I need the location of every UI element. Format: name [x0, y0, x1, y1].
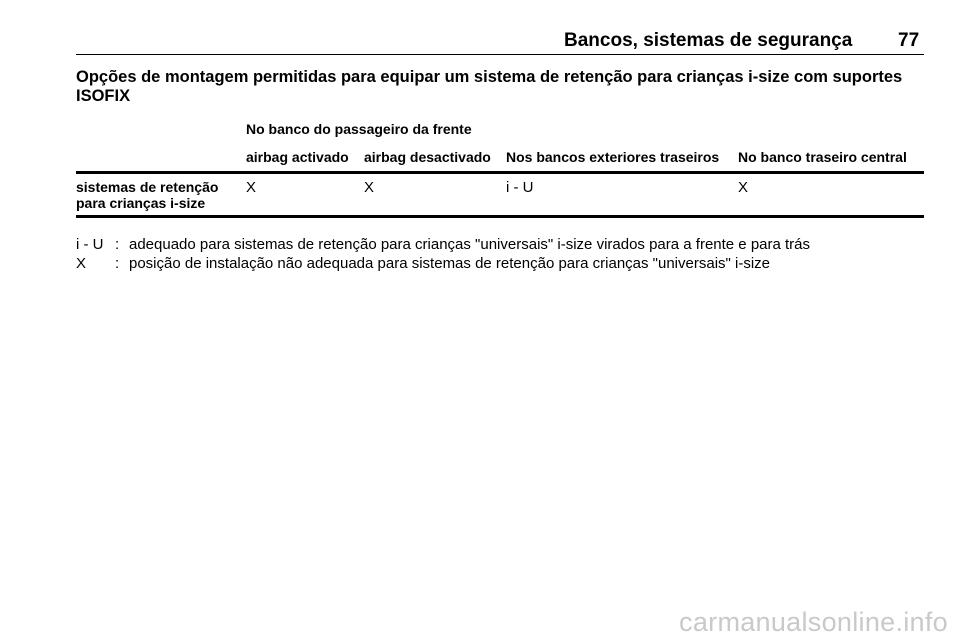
table-cell: X — [246, 179, 257, 196]
section-title: Bancos, sistemas de segurança — [564, 30, 853, 51]
table-cell: X — [738, 179, 749, 196]
page-number: 77 — [898, 30, 920, 51]
column-header-airbag-desactivado: airbag desactivado — [364, 149, 491, 165]
table-cell: X — [364, 179, 375, 196]
legend-separator: : — [115, 236, 120, 253]
legend-item — [76, 235, 936, 254]
legend-item — [76, 254, 936, 273]
legend-code: i - U — [76, 236, 104, 253]
legend-text: adequado para sistemas de retenção para crianças "universais" i-size virados para a frente e para trás — [129, 236, 811, 253]
column-header-rear-outer-seats: Nos bancos exteriores traseiros — [506, 149, 720, 165]
column-header-rear-center-seat: No banco traseiro central — [738, 149, 907, 165]
table-row — [76, 174, 924, 218]
watermark: carmanualsonline.info — [679, 607, 948, 637]
page-header — [76, 28, 924, 55]
column-header-airbag-activado: airbag activado — [246, 149, 349, 165]
legend-separator: : — [115, 255, 120, 272]
table-heading: Opções de montagem permitidas para equipar um sistema de retenção para crianças i-size com suportes ISOFIX — [76, 68, 903, 105]
legend — [76, 235, 936, 273]
row-label: sistemas de retenção para crianças i-size — [76, 179, 219, 211]
table-header-row — [76, 147, 924, 174]
legend-text: posição de instalação não adequada para sistemas de retenção para crianças "universais" i-size — [129, 255, 771, 272]
table-group-header: No banco do passageiro da frente — [246, 121, 472, 137]
legend-code: X — [76, 255, 87, 272]
table-cell: i - U — [506, 179, 534, 196]
